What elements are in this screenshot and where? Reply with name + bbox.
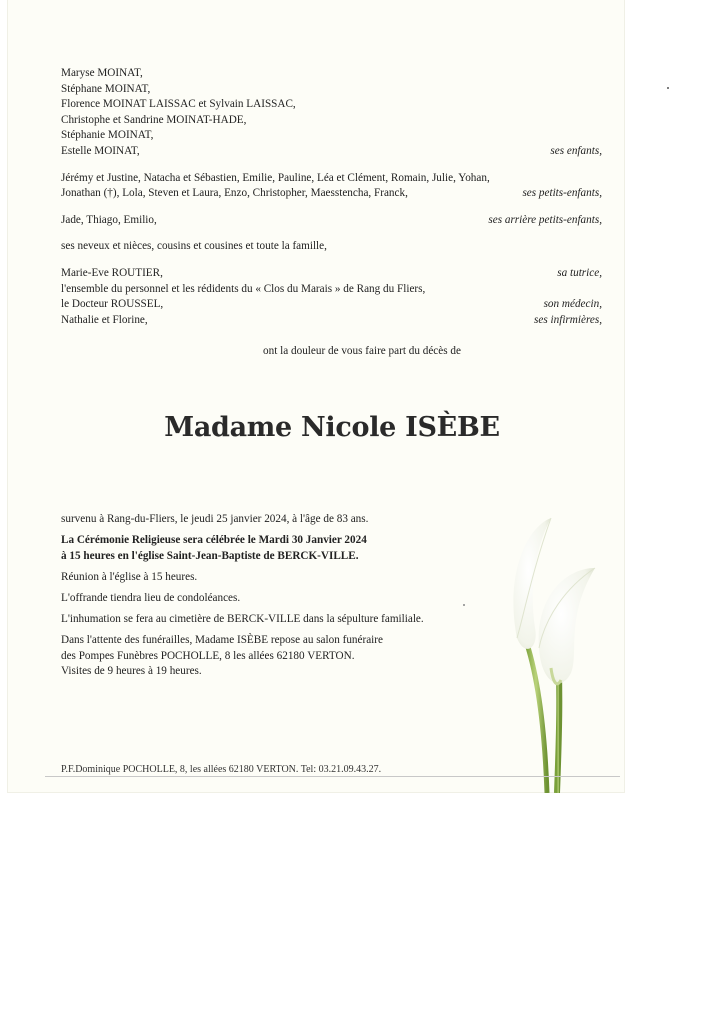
- grandchildren-line: Jonathan (†), Lola, Steven et Laura, Enzo, Christopher, Maesstencha, Franck,: [61, 187, 408, 200]
- doctor-relation: son médecin,: [543, 298, 602, 311]
- extended-family: ses neveux et nièces, cousins et cousines et toute la famille,: [61, 240, 327, 253]
- rest-line: Dans l'attente des funérailles, Madame ISÈBE repose au salon funéraire: [61, 634, 383, 647]
- tutor-row: [61, 266, 602, 282]
- great-grandchildren-row: [61, 213, 602, 229]
- grandchildren-relation: ses petits-enfants,: [522, 187, 602, 200]
- scan-speck: [463, 604, 465, 606]
- child-name: Florence MOINAT LAISSAC et Sylvain LAISSAC,: [61, 98, 296, 111]
- scan-speck: [667, 87, 669, 89]
- child-name: Stéphane MOINAT,: [61, 82, 151, 95]
- burial-info: L'inhumation se fera au cimetière de BERCK-VILLE dans la sépulture familiale.: [61, 612, 424, 625]
- tutor-relation: sa tutrice,: [557, 266, 602, 279]
- carers-block: [61, 266, 602, 328]
- doctor-name: le Docteur ROUSSEL,: [61, 298, 164, 311]
- doctor-row: [61, 297, 602, 313]
- rest-info: [61, 633, 481, 680]
- staff-line: l'ensemble du personnel et les rédidents du « Clos du Marais » de Rang du Fliers,: [61, 282, 426, 295]
- child-name: Maryse MOINAT,: [61, 67, 143, 79]
- child-name: Estelle MOINAT,: [61, 144, 140, 157]
- great-grandchildren-block: [61, 213, 602, 229]
- great-grandchildren-names: Jade, Thiago, Emilio,: [61, 213, 157, 226]
- deceased-name: Madame Nicole ISÈBE: [164, 412, 500, 443]
- meeting-info: Réunion à l'église à 15 heures.: [61, 570, 198, 583]
- funeral-details: [61, 512, 481, 685]
- grandchildren-last-row: [61, 186, 602, 202]
- nurses-row: [61, 313, 602, 329]
- grandchildren-block: [61, 171, 602, 202]
- rest-line: des Pompes Funèbres POCHOLLE, 8 les allées 62180 VERTON.: [61, 649, 355, 662]
- visits-line: Visites de 9 heures à 19 heures.: [61, 665, 202, 678]
- announcement-intro: ont la douleur de vous faire part du décès de: [263, 345, 461, 357]
- tutor-name: Marie-Eve ROUTIER,: [61, 266, 163, 279]
- grandchildren-line: Jérémy et Justine, Natacha et Sébastien, Emilie, Pauline, Léa et Clément, Romain, Julie, Yohan,: [61, 171, 490, 184]
- children-relation: ses enfants,: [550, 144, 602, 157]
- calla-lily-icon: [495, 508, 605, 793]
- ceremony-info: [61, 533, 481, 564]
- children-last-row: [61, 144, 602, 160]
- funeral-home-footer: P.F.Dominique POCHOLLE, 8, les allées 62180 VERTON. Tel: 03.21.09.43.27.: [61, 764, 382, 775]
- great-grandchildren-relation: ses arrière petits-enfants,: [488, 213, 602, 226]
- nurses-names: Nathalie et Florine,: [61, 313, 148, 326]
- children-block: [61, 66, 602, 160]
- mourners-list: [61, 66, 602, 339]
- nurses-relation: ses infirmières,: [534, 313, 602, 326]
- child-name: Christophe et Sandrine MOINAT-HADE,: [61, 113, 247, 126]
- footer-divider: [45, 776, 620, 777]
- death-notice: survenu à Rang-du-Fliers, le jeudi 25 janvier 2024, à l'âge de 83 ans.: [61, 513, 369, 525]
- offering-info: L'offrande tiendra lieu de condoléances.: [61, 591, 241, 604]
- ceremony-line: à 15 heures en l'église Saint-Jean-Baptiste de BERCK-VILLE.: [61, 549, 359, 562]
- child-name: Stéphanie MOINAT,: [61, 129, 154, 142]
- ceremony-line: La Cérémonie Religieuse sera célébrée le Mardi 30 Janvier 2024: [61, 534, 367, 547]
